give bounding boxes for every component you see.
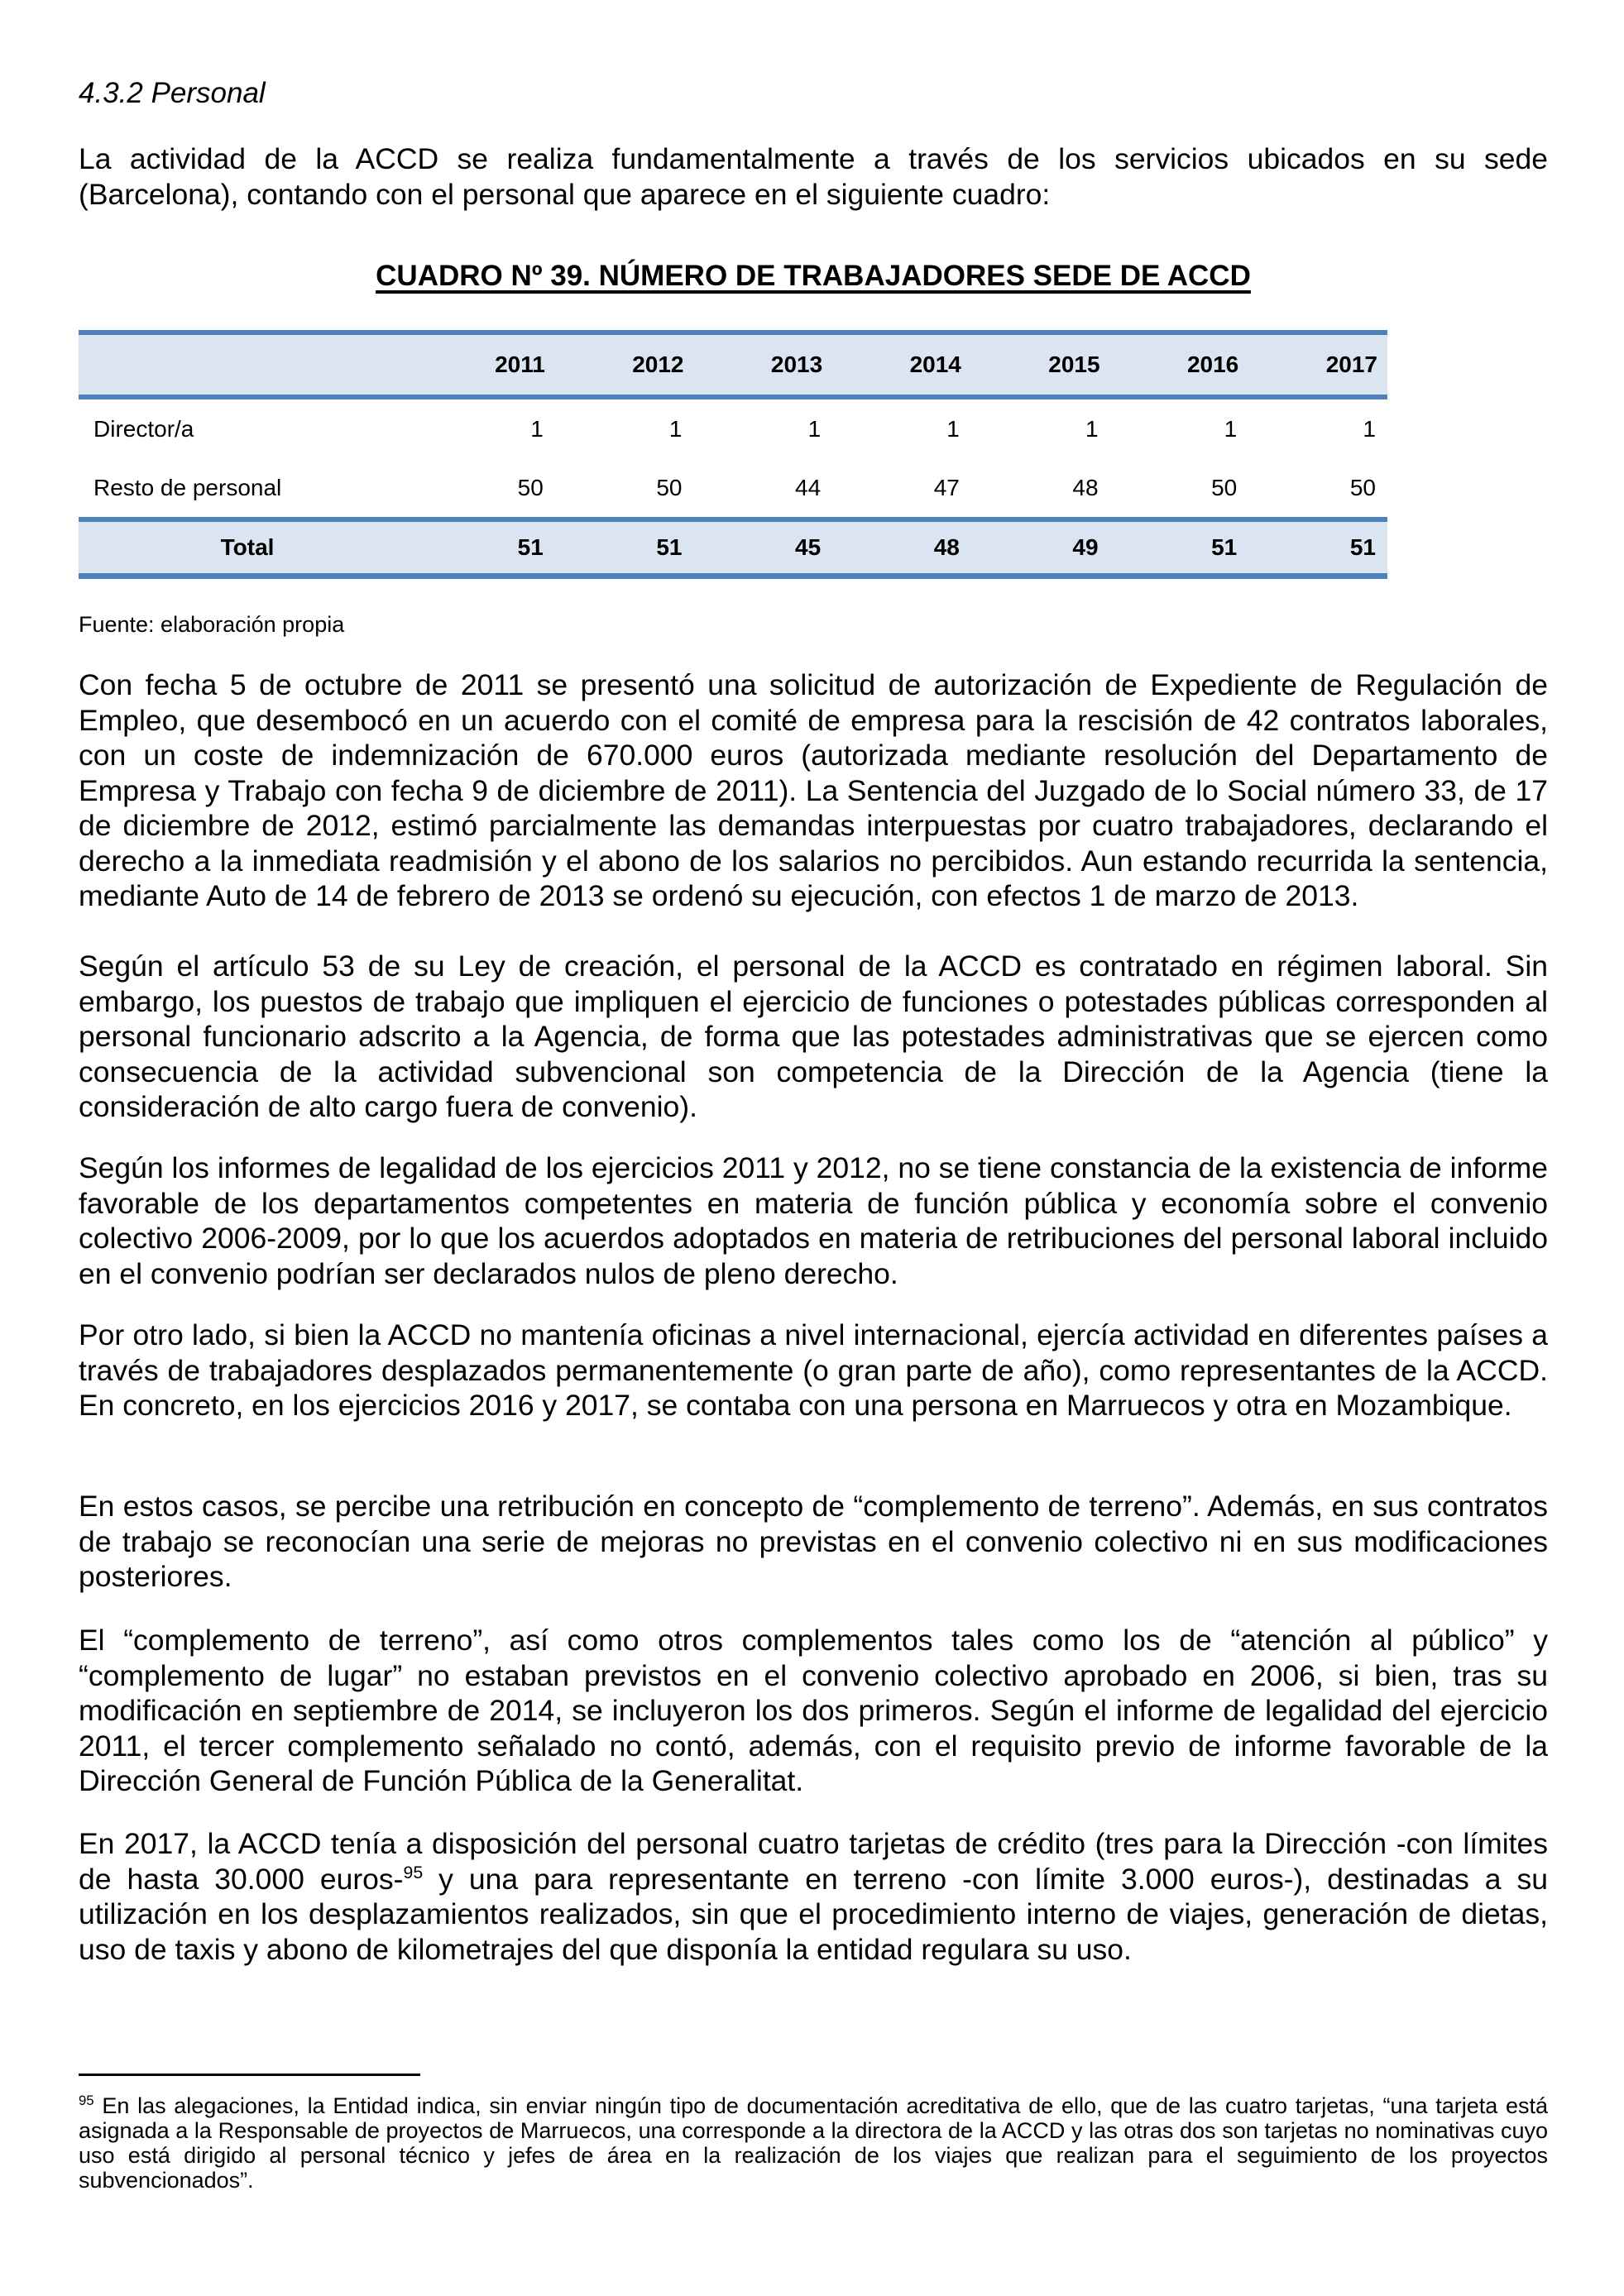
table-cell: 50	[1211, 474, 1238, 500]
table-header-row	[79, 332, 1387, 397]
table-total-row	[79, 519, 1387, 576]
footnote-number: 95	[79, 2093, 94, 2108]
table-cell: 1	[946, 415, 960, 442]
table-row	[79, 397, 1387, 458]
table-cell: 50	[517, 474, 544, 500]
table-cell: 1	[530, 415, 544, 442]
tarjetas-text-b: y una para representante en terreno -con límite 3.000 euros-), destinadas a su utilización en los desplazamientos realizados, sin que el procedimiento interno de viajes, generación de dietas, uso de taxis y abono de kilometrajes del que disponía la entidad regulara su uso.	[79, 1862, 1548, 1966]
footnote	[79, 2093, 1548, 2193]
column-header: 2013	[694, 332, 833, 397]
footnote-reference[interactable]: 95	[403, 1862, 424, 1882]
paragraph-informes-legalidad: Según los informes de legalidad de los ejercicios 2011 y 2012, no se tiene constancia de la existencia de informe favorable de los departamentos competentes en materia de función pública y economía sobre el convenio colectivo 2006-2009, por lo que los acuerdos adoptados en materia de retribuciones del personal laboral incluido en el convenio podrían ser declarados nulos de pleno derecho.	[79, 1151, 1548, 1290]
total-cell: 51	[1248, 519, 1387, 576]
tarjetas-text-a: En 2017, la ACCD tenía a disposición del personal cuatro tarjetas de crédito (tres para la Dirección -con límites de hasta 30.000 euros-	[79, 1827, 1548, 1896]
paragraph-ere: Con fecha 5 de octubre de 2011 se presentó una solicitud de autorización de Expediente de Regulación de Empleo, que desembocó en un acuerdo con el comité de empresa para la rescisión de 42 contratos laborales, con un coste de indemnización de 670.000 euros (autorizada mediante resolución del Departamento de Empresa y Trabajo con fecha 9 de diciembre de 2011). La Sentencia del Juzgado de lo Social número 33, de 17 de diciembre de 2012, estimó parcialmente las demandas interpuestas por cuatro trabajadores, declarando el derecho a la inmediata readmisión y el abono de los salarios no percibidos. Aun estando recurrida la sentencia, mediante Auto de 14 de febrero de 2013 se ordenó su ejecución, con efectos 1 de marzo de 2013.	[79, 668, 1548, 912]
column-header: 2012	[555, 332, 694, 397]
total-cell: 49	[971, 519, 1110, 576]
total-cell: 51	[555, 519, 694, 576]
row-label: Resto de personal	[93, 474, 282, 500]
paragraph-internacional: Por otro lado, si bien la ACCD no mantenía oficinas a nivel internacional, ejercía actividad en diferentes países a través de trabajadores desplazados permanentemente (o gran parte de año), como representantes de la ACCD. En concreto, en los ejercicios 2016 y 2017, se contaba con una persona en Marruecos y otra en Mozambique.	[79, 1318, 1548, 1422]
total-cell: 51	[416, 519, 555, 576]
column-header: 2016	[1110, 332, 1249, 397]
column-header	[79, 332, 416, 397]
total-cell: 48	[832, 519, 971, 576]
row-label: Director/a	[93, 415, 194, 442]
table-title: CUADRO Nº 39. NÚMERO DE TRABAJADORES SEDE DE ACCD	[376, 260, 1251, 292]
table-cell: 1	[1224, 415, 1238, 442]
total-cell: 45	[694, 519, 833, 576]
column-header: 2014	[832, 332, 971, 397]
staff-table	[79, 330, 1387, 579]
table-source: Fuente: elaboración propia	[79, 612, 345, 637]
paragraph-complementos: El “complemento de terreno”, así como otros complementos tales como los de “atención al público” y “complemento de lugar” no estaban previstos en el convenio colectivo aprobado en 2006, si bien, tras su modificación en septiembre de 2014, se incluyeron los dos primeros. Según el informe de legalidad del ejercicio 2011, el tercer complemento señalado no contó, además, con el requisito previo de informe favorable de la Dirección General de Función Pública de la Generalitat.	[79, 1624, 1548, 1797]
table-cell: 48	[1072, 474, 1099, 500]
footnote-separator	[79, 2074, 420, 2076]
paragraph-complemento-terreno: En estos casos, se percibe una retribución en concepto de “complemento de terreno”. Además, en sus contratos de trabajo se reconocían una serie de mejoras no previstas en el convenio colectivo ni en sus modificaciones posteriores.	[79, 1490, 1548, 1593]
table-row	[79, 458, 1387, 519]
column-header: 2017	[1248, 332, 1387, 397]
section-heading: 4.3.2 Personal	[79, 77, 266, 109]
total-label: Total	[79, 519, 416, 576]
paragraph-tarjetas-credito	[79, 1826, 1548, 1967]
table-cell: 1	[807, 415, 822, 442]
table-cell: 50	[1349, 474, 1376, 500]
footnote-text: En las alegaciones, la Entidad indica, sin enviar ningún tipo de documentación acreditativa de ello, que de las cuatro tarjetas, “una tarjeta está asignada a la Responsable de proyectos de Marruecos, una corresponde a la directora de la ACCD y las otras dos son tarjetas no nominativas cuyo uso está dirigido al personal técnico y jefes de área en la realización de los viajes que realizan para el seguimiento de los proyectos subvencionados”.	[79, 2093, 1548, 2193]
table-cell: 1	[668, 415, 683, 442]
table-cell: 44	[795, 474, 822, 500]
table-cell: 1	[1085, 415, 1099, 442]
intro-paragraph: La actividad de la ACCD se realiza fundamentalmente a través de los servicios ubicados en su sede (Barcelona), contando con el personal que aparece en el siguiente cuadro:	[79, 142, 1548, 211]
total-cell: 51	[1110, 519, 1249, 576]
table-cell: 1	[1363, 415, 1376, 442]
column-header: 2015	[971, 332, 1110, 397]
column-header: 2011	[416, 332, 555, 397]
paragraph-ley-creacion: Según el artículo 53 de su Ley de creación, el personal de la ACCD es contratado en régimen laboral. Sin embargo, los puestos de trabajo que impliquen el ejercicio de funciones o potestades públicas corresponden al personal funcionario adscrito a la Agencia, de forma que las potestades administrativas que se ejercen como consecuencia de la actividad subvencional son competencia de la Dirección de la Agencia (tiene la consideración de alto cargo fuera de convenio).	[79, 949, 1548, 1123]
table-cell: 50	[656, 474, 683, 500]
table-cell: 47	[933, 474, 960, 500]
